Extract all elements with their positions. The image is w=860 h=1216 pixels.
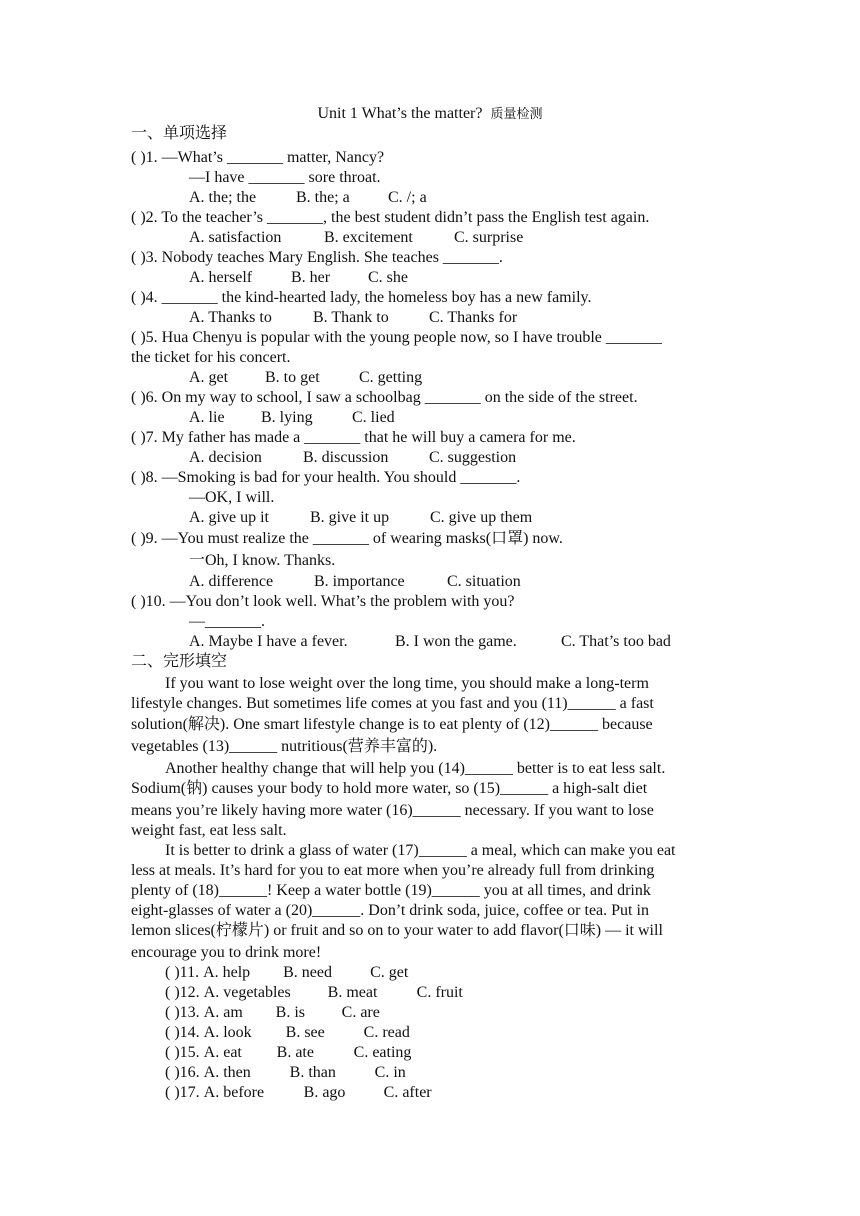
option-a: A. eat bbox=[203, 1044, 242, 1061]
option-a: A. Maybe I have a fever. bbox=[189, 633, 348, 650]
option-b: B. the; a bbox=[296, 189, 350, 206]
cloze-line: If you want to lose weight over the long time, you should make a long-term bbox=[165, 675, 649, 692]
question-number: ( )12. bbox=[165, 984, 200, 1001]
question-2: ( )2. To the teacher’s _______, the best student didn’t pass the English test again. bbox=[131, 209, 650, 226]
cloze-question-13 bbox=[165, 1003, 380, 1023]
page-title bbox=[0, 104, 860, 124]
question-9: ( )9. —You must realize the _______ of wearing masks(口罩) now. bbox=[131, 530, 563, 547]
cloze-line: encourage you to drink more! bbox=[131, 944, 322, 961]
question-number: ( )14. bbox=[165, 1024, 200, 1041]
question-3-options bbox=[189, 268, 408, 288]
option-c: C. situation bbox=[447, 573, 521, 590]
option-a: A. get bbox=[189, 369, 229, 386]
option-a: A. give up it bbox=[189, 509, 269, 526]
question-7-options bbox=[189, 448, 516, 468]
option-b: B. need bbox=[283, 964, 332, 981]
option-b: B. discussion bbox=[303, 449, 389, 466]
option-a: A. lie bbox=[189, 409, 225, 426]
option-c: C. eating bbox=[353, 1044, 412, 1061]
option-c: C. surprise bbox=[454, 229, 524, 246]
option-b: B. give it up bbox=[310, 509, 390, 526]
cloze-line: lemon slices(柠檬片) or fruit and so on to your water to add flavor(口味) — it will bbox=[131, 922, 663, 939]
option-a: A. difference bbox=[189, 573, 274, 590]
question-10-options bbox=[189, 632, 671, 652]
question-4: ( )4. _______ the kind-hearted lady, the homeless boy has a new family. bbox=[131, 289, 592, 306]
option-a: A. look bbox=[203, 1024, 252, 1041]
option-a: A. the; the bbox=[189, 189, 257, 206]
cloze-line: vegetables (13)______ nutritious(营养丰富的). bbox=[131, 738, 438, 755]
option-b: B. I won the game. bbox=[395, 633, 517, 650]
cloze-line: Another healthy change that will help you (14)______ better is to eat less salt. bbox=[165, 760, 666, 777]
option-b: B. her bbox=[291, 269, 331, 286]
option-b: B. to get bbox=[265, 369, 320, 386]
option-c: C. get bbox=[370, 964, 409, 981]
question-number: ( )16. bbox=[165, 1064, 200, 1081]
title-text: Unit 1 What’s the matter? bbox=[317, 105, 483, 122]
title-cn-text: 质量检测 bbox=[490, 106, 543, 121]
question-5-continued: the ticket for his concert. bbox=[131, 349, 291, 366]
question-1: ( )1. —What’s _______ matter, Nancy? bbox=[131, 149, 385, 166]
question-10: ( )10. —You don’t look well. What’s the problem with you? bbox=[131, 593, 515, 610]
question-1-reply: —I have _______ sore throat. bbox=[189, 169, 381, 186]
option-b: B. see bbox=[285, 1024, 325, 1041]
question-number: ( )15. bbox=[165, 1044, 200, 1061]
option-c: C. in bbox=[374, 1064, 406, 1081]
cloze-line: It is better to drink a glass of water (17)______ a meal, which can make you eat bbox=[165, 842, 676, 859]
option-c: C. after bbox=[383, 1084, 432, 1101]
question-8: ( )8. —Smoking is bad for your health. You should _______. bbox=[131, 469, 521, 486]
option-b: B. ago bbox=[303, 1084, 346, 1101]
section-heading-single-choice: 一、单项选择 bbox=[131, 125, 228, 142]
cloze-question-14 bbox=[165, 1023, 410, 1043]
cloze-line: eight-glasses of water a (20)______. Don’t drink soda, juice, coffee or tea. Put in bbox=[131, 902, 649, 919]
cloze-line: weight fast, eat less salt. bbox=[131, 822, 287, 839]
cloze-line: Sodium(钠) causes your body to hold more water, so (15)______ a high-salt diet bbox=[131, 780, 648, 797]
question-8-reply: —OK, I will. bbox=[189, 489, 275, 506]
question-6: ( )6. On my way to school, I saw a schoolbag _______ on the side of the street. bbox=[131, 389, 638, 406]
cloze-question-11 bbox=[165, 963, 408, 983]
cloze-question-12 bbox=[165, 983, 463, 1003]
question-9-options bbox=[189, 572, 521, 592]
option-c: C. read bbox=[363, 1024, 410, 1041]
option-c: C. Thanks for bbox=[429, 309, 518, 326]
option-b: B. lying bbox=[261, 409, 313, 426]
question-1-options bbox=[189, 188, 427, 208]
option-a: A. Thanks to bbox=[189, 309, 272, 326]
question-5-options bbox=[189, 368, 422, 388]
option-c: C. she bbox=[368, 269, 408, 286]
question-10-reply: —_______. bbox=[189, 613, 265, 630]
cloze-line: means you’re likely having more water (16)______ necessary. If you want to lose bbox=[131, 802, 654, 819]
option-c: C. give up them bbox=[430, 509, 533, 526]
cloze-line: plenty of (18)______! Keep a water bottle (19)______ you at all times, and drink bbox=[131, 882, 651, 899]
question-9-reply: 一Oh, I know. Thanks. bbox=[189, 552, 336, 569]
option-a: A. vegetables bbox=[203, 984, 291, 1001]
question-7: ( )7. My father has made a _______ that he will buy a camera for me. bbox=[131, 429, 576, 446]
cloze-question-17 bbox=[165, 1083, 432, 1103]
option-c: C. That’s too bad bbox=[561, 633, 671, 650]
question-5: ( )5. Hua Chenyu is popular with the young people now, so I have trouble _______ bbox=[131, 329, 662, 346]
option-a: A. help bbox=[203, 964, 251, 981]
option-b: B. importance bbox=[314, 573, 405, 590]
option-b: B. ate bbox=[276, 1044, 314, 1061]
question-6-options bbox=[189, 408, 395, 428]
option-a: A. decision bbox=[189, 449, 262, 466]
option-a: A. then bbox=[203, 1064, 251, 1081]
option-a: A. satisfaction bbox=[189, 229, 282, 246]
cloze-line: solution(解决). One smart lifestyle change is to eat plenty of (12)______ because bbox=[131, 716, 653, 733]
question-3: ( )3. Nobody teaches Mary English. She teaches _______. bbox=[131, 249, 503, 266]
question-2-options bbox=[189, 228, 523, 248]
option-c: C. are bbox=[341, 1004, 380, 1021]
option-b: B. is bbox=[275, 1004, 305, 1021]
section-heading-cloze: 二、完形填空 bbox=[131, 653, 228, 670]
question-8-options bbox=[189, 508, 532, 528]
question-number: ( )13. bbox=[165, 1004, 200, 1021]
cloze-line: less at meals. It’s hard for you to eat more when you’re already full from drinking bbox=[131, 862, 655, 879]
option-b: B. meat bbox=[327, 984, 378, 1001]
option-b: B. Thank to bbox=[313, 309, 389, 326]
option-b: B. excitement bbox=[324, 229, 413, 246]
option-c: C. getting bbox=[359, 369, 423, 386]
option-c: C. lied bbox=[352, 409, 395, 426]
option-b: B. than bbox=[289, 1064, 336, 1081]
question-number: ( )17. bbox=[165, 1084, 200, 1101]
option-c: C. suggestion bbox=[429, 449, 517, 466]
question-number: ( )11. bbox=[165, 964, 200, 981]
cloze-question-16 bbox=[165, 1063, 406, 1083]
cloze-line: lifestyle changes. But sometimes life comes at you fast and you (11)______ a fast bbox=[131, 695, 654, 712]
option-c: C. /; a bbox=[388, 189, 427, 206]
option-c: C. fruit bbox=[416, 984, 463, 1001]
option-a: A. am bbox=[203, 1004, 243, 1021]
option-a: A. herself bbox=[189, 269, 253, 286]
option-a: A. before bbox=[203, 1084, 265, 1101]
question-4-options bbox=[189, 308, 517, 328]
cloze-question-15 bbox=[165, 1043, 411, 1063]
